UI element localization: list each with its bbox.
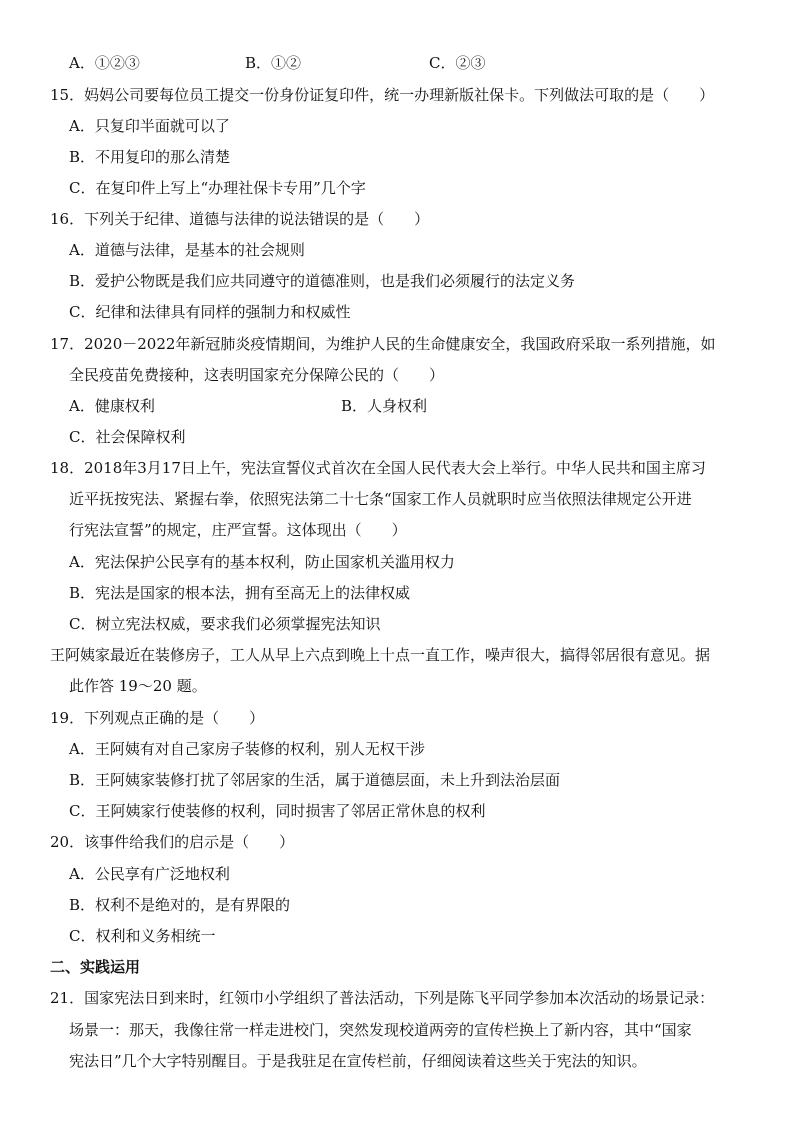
question-18-stem-line-1: 18．2018年3月17日上午，宪法宣誓仪式首次在全国人民代表大会上举行。中华人民共和国主席习 xyxy=(50,459,706,477)
section-heading: 二、实践运用 xyxy=(50,958,141,976)
question-15-option-a: A．只复印半面就可以了 xyxy=(69,117,230,135)
question-19-stem: 19．下列观点正确的是（ ） xyxy=(50,709,265,727)
question-17-option-c: C．社会保障权利 xyxy=(69,428,186,446)
question-21-line-3: 宪法日”几个大字特别醒目。于是我驻足在宣传栏前，仔细阅读着这些关于宪法的知识。 xyxy=(69,1052,647,1070)
question-20-option-b: B．权利不是绝对的，是有界限的 xyxy=(69,896,291,914)
question-20-option-a: A．公民享有广泛地权利 xyxy=(69,865,230,883)
question-18-option-c: C．树立宪法权威，要求我们必须掌握宪法知识 xyxy=(69,615,381,633)
question-17-stem-line-2: 全民疫苗免费接种，这表明国家充分保障公民的（ ） xyxy=(69,366,445,384)
question-21-line-1: 21．国家宪法日到来时，红领巾小学组织了普法活动，下列是陈飞平同学参加本次活动的场景记录： xyxy=(50,989,715,1007)
question-18-stem-line-3: 行宪法宣誓”的规定，庄严宣誓。这体现出（ ） xyxy=(69,521,407,539)
question-15-stem: 15．妈妈公司要每位员工提交一份身份证复印件，统一办理新版社保卡。下列做法可取的是（ ） xyxy=(50,86,715,104)
question-15-option-b: B．不用复印的那么清楚 xyxy=(69,148,231,166)
question-16-option-c: C．纪律和法律具有同样的强制力和权威性 xyxy=(69,303,351,321)
question-19-option-b: B．王阿姨家装修打扰了邻居家的生活，属于道德层面，未上升到法治层面 xyxy=(69,771,561,789)
material-line-1: 王阿姨家最近在装修房子，工人从早上六点到晚上十点一直工作，噪声很大，搞得邻居很有意见。据 xyxy=(50,646,711,664)
question-17-option-a: A．健康权利 xyxy=(69,397,155,415)
question-17-option-b: B．人身权利 xyxy=(341,397,428,415)
question-20-option-c: C．权利和义务相统一 xyxy=(69,927,216,945)
question-16-stem: 16．下列关于纪律、道德与法律的说法错误的是（ ） xyxy=(50,210,430,228)
option-b: B．①② xyxy=(245,54,302,72)
question-16-option-b: B．爱护公物既是我们应共同遵守的道德准则，也是我们必须履行的法定义务 xyxy=(69,272,576,290)
question-19-option-c: C．王阿姨家行使装修的权利，同时损害了邻居正常休息的权利 xyxy=(69,802,486,820)
question-21-line-2: 场景一：那天，我像往常一样走进校门，突然发现校道两旁的宣传栏换上了新内容，其中“国家 xyxy=(69,1021,692,1039)
material-line-2: 此作答 19～20 题。 xyxy=(69,677,207,695)
question-17-stem-line-1: 17．2020－2022年新冠肺炎疫情期间，为维护人民的生命健康安全，我国政府采取一系列措施，如 xyxy=(50,335,716,353)
question-16-option-a: A．道德与法律，是基本的社会规则 xyxy=(69,241,305,259)
question-20-stem: 20．该事件给我们的启示是（ ） xyxy=(50,833,295,851)
question-18-option-b: B．宪法是国家的根本法，拥有至高无上的法律权威 xyxy=(69,584,411,602)
question-19-option-a: A．王阿姨有对自己家房子装修的权利，别人无权干涉 xyxy=(69,740,425,758)
option-a: A．①②③ xyxy=(69,54,140,72)
option-c: C．②③ xyxy=(429,54,486,72)
question-18-stem-line-2: 近平抚按宪法、紧握右拳，依照宪法第二十七条“国家工作人员就职时应当依照法律规定公开进 xyxy=(69,490,692,508)
question-15-option-c: C．在复印件上写上“办理社保卡专用”几个字 xyxy=(69,179,366,197)
question-18-option-a: A．宪法保护公民享有的基本权利，防止国家机关滥用权力 xyxy=(69,553,455,571)
